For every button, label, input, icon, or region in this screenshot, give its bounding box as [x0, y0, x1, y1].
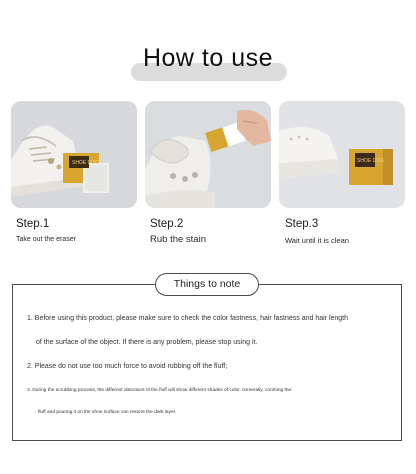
note-2: 2. Please do not use too much force to avoid rubbing off the fluff;	[27, 363, 228, 370]
step-1-box-label: SHOE DOG	[72, 160, 99, 166]
step-2-image	[145, 101, 271, 208]
step-3-image	[279, 101, 405, 208]
note-1-line-2: of the surface of the object. If there is any problem, please stop using it.	[36, 339, 258, 346]
step-2-title: Step.2	[150, 218, 184, 230]
step-3-title: Step.3	[285, 218, 319, 230]
step-2-description: Rub the stain	[150, 234, 206, 245]
note-3-line-1: 3. During the scrubbing process, the different directions of the fluff will show different shades of color. Generally, combing the	[27, 388, 292, 393]
note-3-line-2: fluff and pouring it on the shoe surface can restore the dark layer.	[38, 410, 177, 415]
page-title: How to use	[142, 44, 274, 72]
note-1-line-1: 1. Before using this product, please make sure to check the color fastness, hair fastness and hair length	[27, 315, 349, 322]
step-3-description: Wait until it is clean	[285, 236, 349, 245]
step-1-title: Step.1	[16, 218, 50, 230]
step-1-description: Take out the eraser	[16, 236, 76, 243]
step-1-image	[11, 101, 137, 208]
notes-heading: Things to note	[155, 273, 259, 296]
step-3-box-label: SHOE DOG	[357, 158, 384, 164]
